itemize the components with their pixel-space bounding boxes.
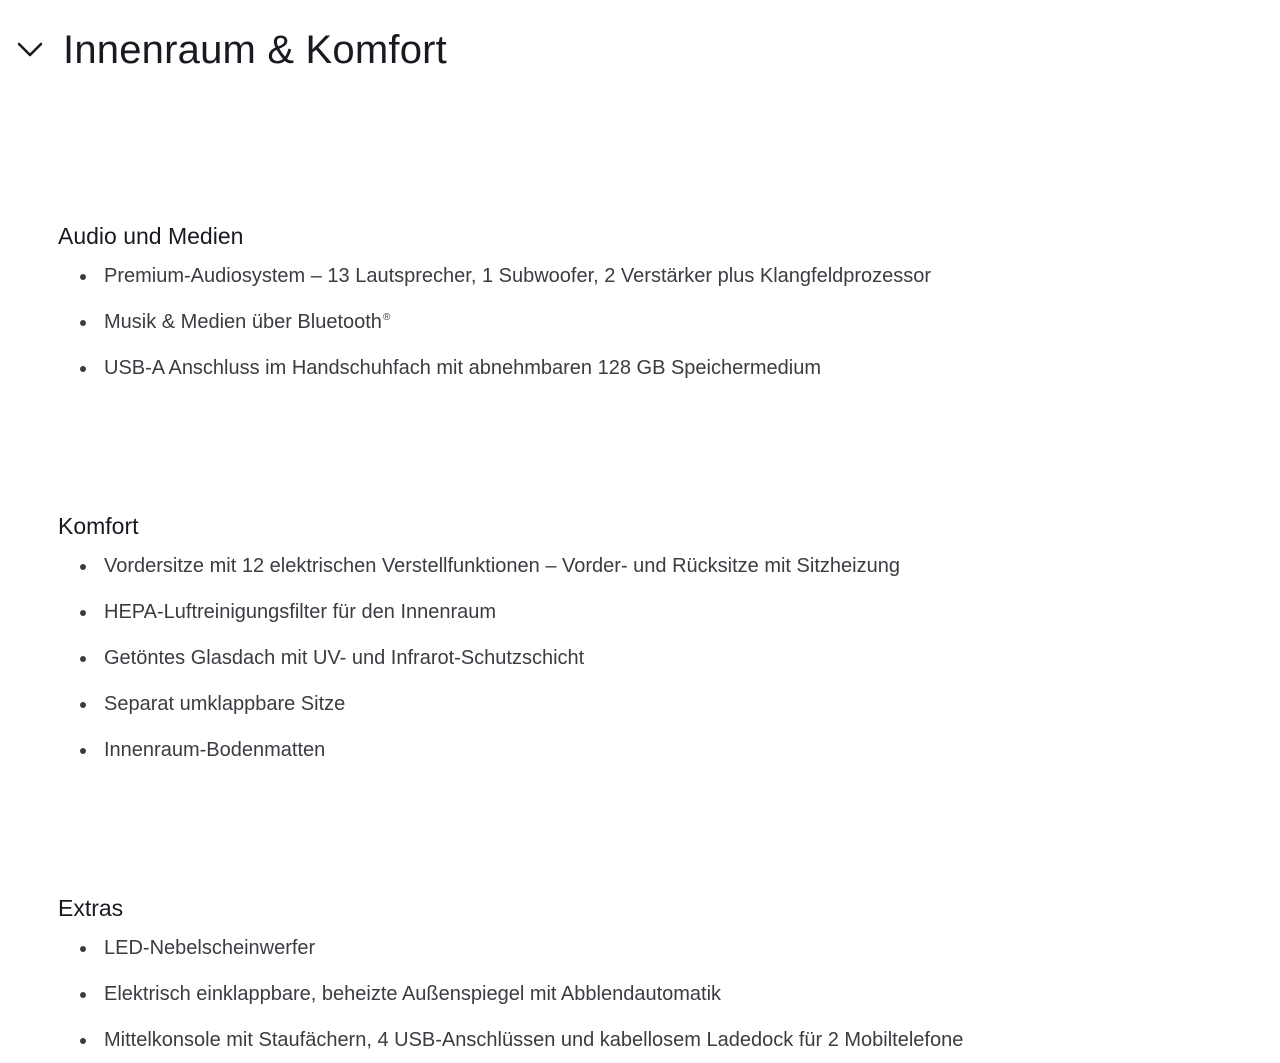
list-item-text: Innenraum-Bodenmatten (104, 739, 326, 761)
list-item (58, 681, 1258, 727)
list-item (58, 1017, 1258, 1063)
bullet-icon (80, 320, 86, 326)
list-item-text: Separat umklappbare Sitze (104, 693, 346, 715)
bullet-icon (80, 564, 86, 570)
bullet-icon (80, 656, 86, 662)
list-item (58, 971, 1258, 1017)
bullet-icon (80, 748, 86, 754)
list-item-text: HEPA-Luftreinigungsfilter für den Innenraum (104, 601, 497, 623)
registered-mark: ® (382, 312, 391, 323)
list-item (58, 299, 1258, 345)
bullet-icon (80, 702, 86, 708)
chevron-down-icon[interactable] (14, 34, 46, 66)
list-item-text: Elektrisch einklappbare, beheizte Außenspiegel mit Abblendautomatik (104, 983, 722, 1005)
feature-list (58, 253, 1258, 391)
feature-list (58, 543, 1258, 773)
list-item-text: Getöntes Glasdach mit UV- und Infrarot-Schutzschicht (104, 647, 585, 669)
section-title: Innenraum & Komfort (63, 27, 447, 72)
group-audio-media (58, 221, 1258, 391)
feature-list (58, 925, 1258, 1063)
group-extras (58, 893, 1258, 1063)
list-item (58, 925, 1258, 971)
bullet-icon (80, 946, 86, 952)
group-comfort (58, 511, 1258, 773)
list-item (58, 253, 1258, 299)
list-item-text: Premium-Audiosystem – 13 Lautsprecher, 1 Subwoofer, 2 Verstärker plus Klangfeldprozessor (104, 265, 932, 287)
section-toggle[interactable] (14, 22, 447, 78)
list-item (58, 589, 1258, 635)
list-item (58, 543, 1258, 589)
bullet-icon (80, 1038, 86, 1044)
group-heading: Komfort (58, 513, 139, 539)
list-item (58, 345, 1258, 391)
list-item-text: LED-Nebelscheinwerfer (104, 937, 316, 959)
list-item-text: Mittelkonsole mit Staufächern, 4 USB-Anschlüssen und kabellosem Ladedock für 2 Mobiltelefone (104, 1029, 964, 1051)
bullet-icon (80, 992, 86, 998)
bullet-icon (80, 366, 86, 372)
group-heading: Audio und Medien (58, 223, 244, 249)
bullet-icon (80, 274, 86, 280)
list-item (58, 727, 1258, 773)
list-item-text: Vordersitze mit 12 elektrischen Verstellfunktionen – Vorder- und Rücksitze mit Sitzheizung (104, 555, 900, 577)
group-heading: Extras (58, 895, 124, 921)
list-item-text: Musik & Medien über Bluetooth (104, 311, 382, 333)
list-item-text: USB-A Anschluss im Handschuhfach mit abnehmbaren 128 GB Speichermedium (104, 357, 822, 379)
list-item (58, 635, 1258, 681)
bullet-icon (80, 610, 86, 616)
